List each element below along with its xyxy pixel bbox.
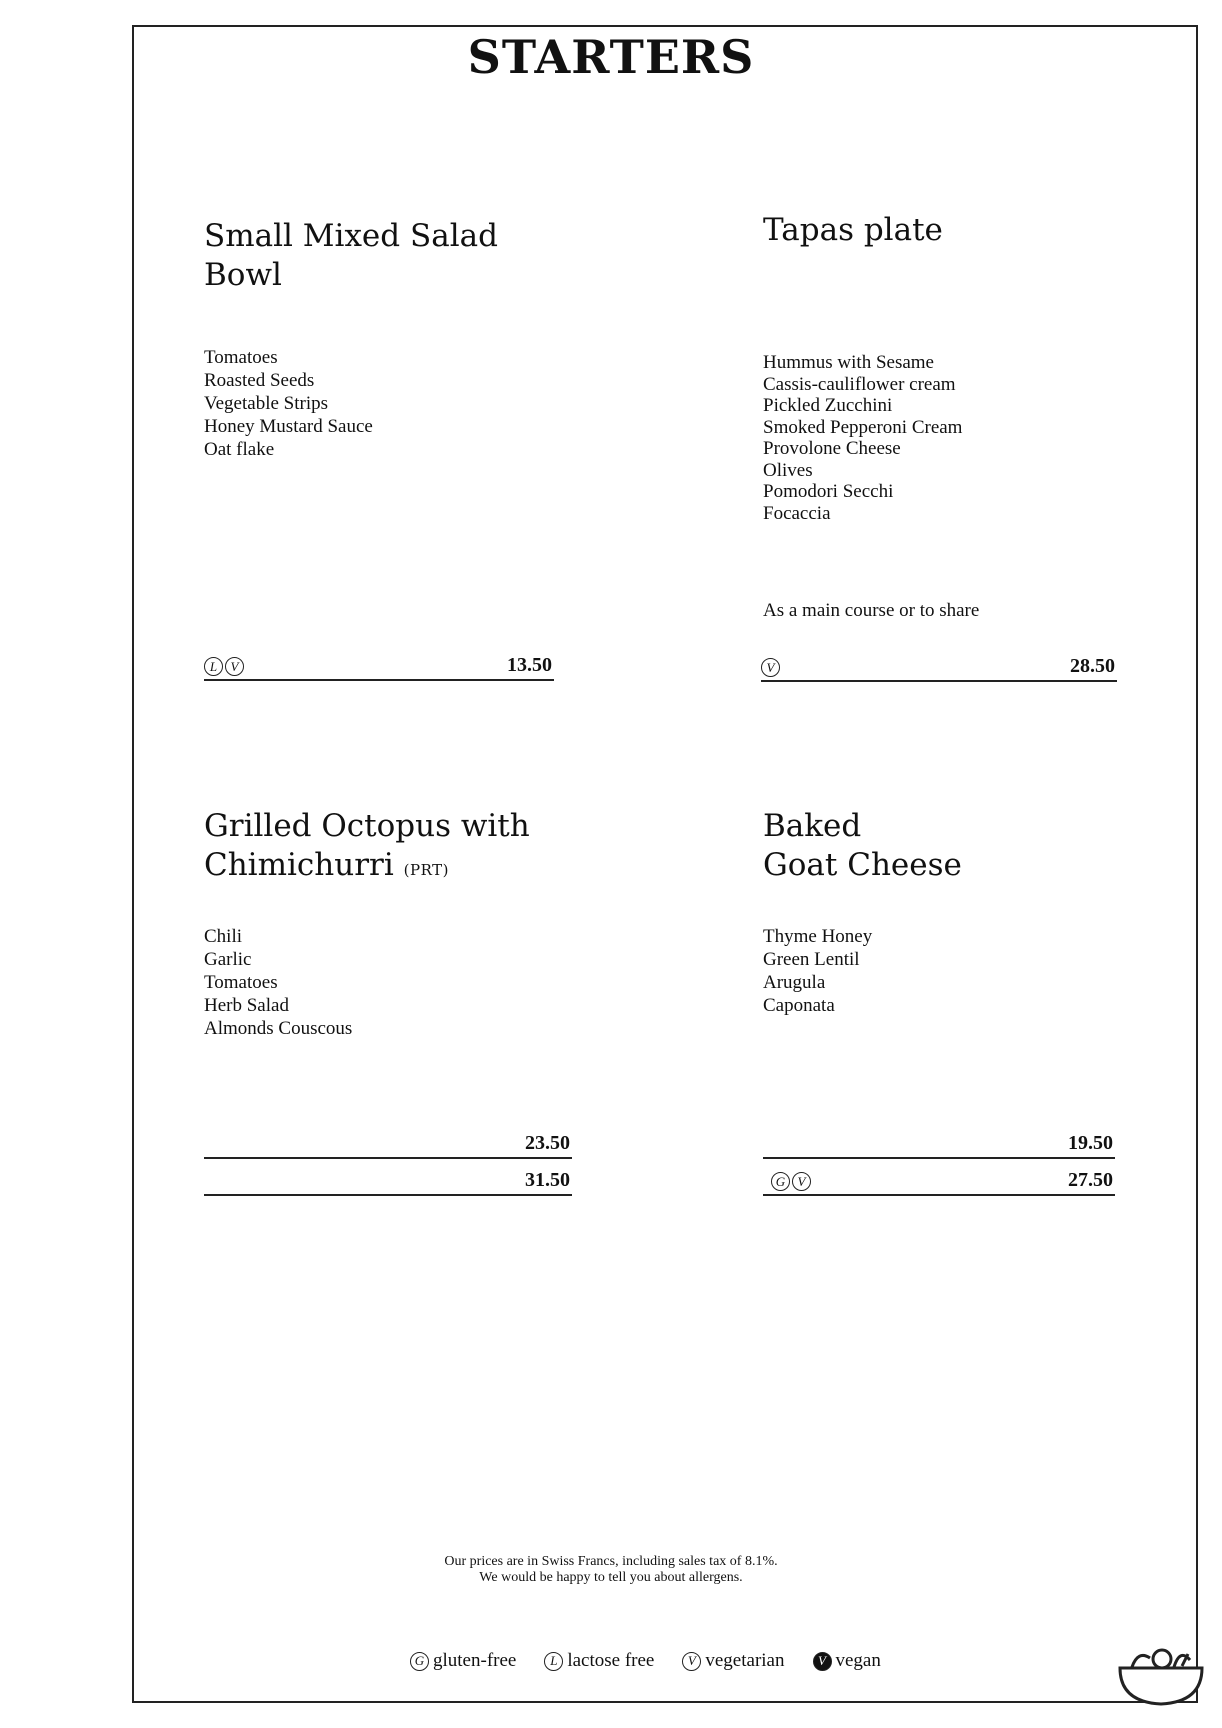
gluten-free-icon: G (771, 1172, 790, 1191)
dish-tapas-plate (763, 211, 1117, 687)
dish-name-line: Tapas plate (763, 212, 943, 248)
dish-name-line: Chimichurri (204, 847, 394, 883)
ingredient: Tomatoes (204, 972, 278, 993)
ingredient: Cassis-cauliflower cream (763, 373, 956, 395)
vegetarian-icon: V (761, 658, 780, 677)
price-row (204, 1168, 572, 1196)
footnote-line: Our prices are in Swiss Francs, including sales tax of 8.1%. (444, 1554, 778, 1569)
legend-gluten-free (410, 1650, 516, 1672)
dish-name (204, 807, 572, 890)
price-row (761, 654, 1117, 682)
price: 28.50 (1070, 655, 1115, 677)
lactose-free-icon: L (204, 657, 223, 676)
gluten-free-icon: G (410, 1652, 429, 1671)
ingredient: Herb Salad (204, 995, 289, 1016)
ingredient: Olives (763, 459, 813, 481)
lactose-free-icon: L (544, 1652, 563, 1671)
ingredient: Almonds Couscous (204, 1018, 353, 1039)
price-row (763, 1168, 1115, 1196)
dish-name (204, 217, 554, 295)
salad-bowl-icon (1116, 1640, 1206, 1710)
price: 13.50 (507, 654, 552, 676)
ingredient-list (763, 925, 872, 1017)
ingredient: Roasted Seeds (204, 370, 315, 391)
footnote-line: We would be happy to tell you about allergens. (479, 1570, 743, 1585)
diet-badges (204, 657, 244, 676)
ingredient-list (763, 352, 962, 524)
ingredient: Focaccia (763, 502, 831, 524)
legend-vegetarian (682, 1650, 784, 1672)
dish-grilled-octopus (204, 807, 572, 1191)
ingredient: Tomatoes (204, 347, 278, 368)
dish-name-line: Baked (763, 808, 862, 844)
ingredient: Pomodori Secchi (763, 481, 894, 502)
ingredient: Green Lentil (763, 949, 860, 970)
price: 23.50 (525, 1132, 570, 1154)
dish-small-mixed-salad-bowl (204, 217, 554, 687)
price-row (204, 653, 554, 681)
ingredient: Arugula (763, 972, 826, 993)
ingredient-list (204, 925, 352, 1040)
ingredient: Thyme Honey (763, 926, 873, 947)
ingredient: Caponata (763, 995, 835, 1016)
ingredient-list (204, 346, 373, 461)
price-row (763, 1131, 1115, 1159)
ingredient: Chili (204, 926, 243, 947)
price: 19.50 (1068, 1132, 1113, 1154)
vegetarian-icon: V (225, 657, 244, 676)
diet-badges (761, 658, 780, 677)
dish-baked-goat-cheese (763, 807, 1117, 1191)
dish-name-line: Grilled Octopus with (204, 808, 530, 844)
price: 31.50 (525, 1169, 570, 1191)
diet-legend (410, 1650, 881, 1672)
dish-name (763, 211, 1117, 250)
price-row (204, 1131, 572, 1159)
ingredient: Provolone Cheese (763, 438, 901, 459)
vegetarian-icon: V (682, 1652, 701, 1671)
serving-note: As a main course or to share (763, 600, 980, 621)
dish-name-line: Small Mixed Salad Bowl (204, 218, 498, 293)
dish-name-line: Goat Cheese (763, 847, 962, 883)
legend-vegan (813, 1650, 881, 1672)
legend-lactose-free (544, 1650, 654, 1672)
ingredient: Honey Mustard Sauce (204, 416, 373, 437)
vegan-icon: V (813, 1652, 832, 1671)
price-footnote (0, 1554, 1222, 1586)
legend-label: gluten-free (433, 1650, 517, 1671)
ingredient: Hummus with Sesame (763, 352, 934, 373)
price: 27.50 (1068, 1169, 1113, 1191)
legend-label: vegetarian (705, 1650, 785, 1671)
ingredient: Smoked Pepperoni Cream (763, 416, 963, 438)
origin-code: (PRT) (403, 861, 449, 879)
legend-label: vegan (835, 1650, 881, 1671)
dish-name (763, 807, 1117, 885)
page-title: STARTERS (467, 30, 755, 84)
diet-badges (771, 1172, 811, 1191)
ingredient: Garlic (204, 949, 252, 970)
legend-label: lactose free (567, 1650, 655, 1671)
ingredient: Vegetable Strips (204, 393, 329, 414)
ingredient: Oat flake (204, 439, 275, 460)
vegetarian-icon: V (792, 1172, 811, 1191)
ingredient: Pickled Zucchini (763, 395, 893, 416)
